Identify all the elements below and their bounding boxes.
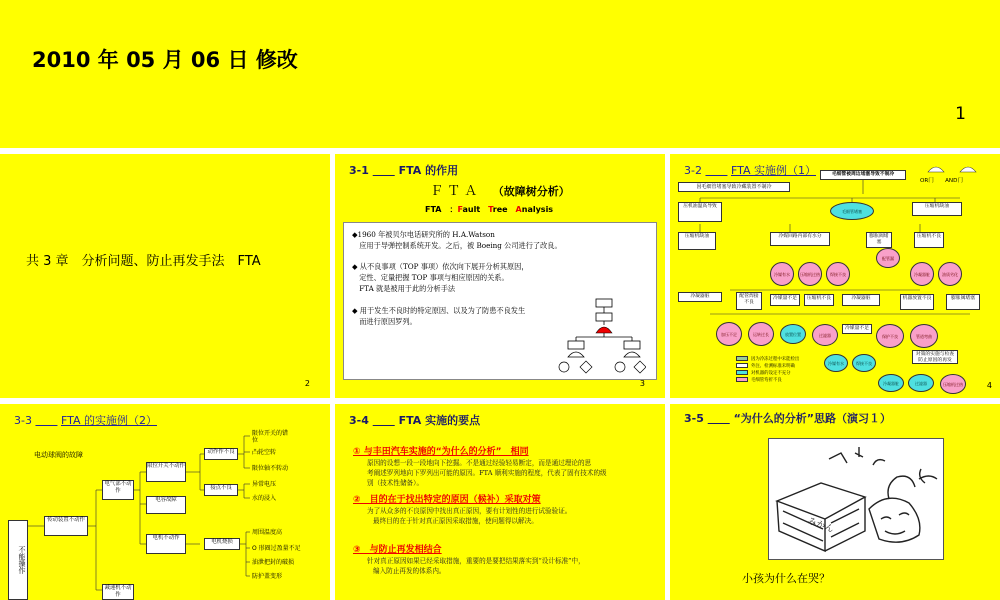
cause-box: 膨胀阀堵塞 <box>946 294 980 310</box>
page-number: 2 <box>304 379 310 388</box>
cause-box: 压缩机缺油 <box>912 202 962 216</box>
heading-title: FTA 的作用 <box>398 164 459 177</box>
cover-slide <box>0 0 1000 148</box>
cause-box: 冷媒量不足 <box>842 324 872 334</box>
and-gate-label: AND门 <box>945 178 964 184</box>
cause-box: 冷媒回路内部有水分 <box>770 232 830 246</box>
slide-heading: 3-4 FTA 实施的要点 <box>349 414 481 427</box>
question-caption: 小孩为什么在哭？ <box>742 572 830 585</box>
fault-box: 电容故障 <box>146 496 186 514</box>
fault-tree-diagram <box>556 295 646 377</box>
cause-oval: 压缩机过热 <box>940 374 966 394</box>
cause-oval: 过滤器 <box>812 324 838 346</box>
cause-oval: 冷媒有水 <box>770 262 794 286</box>
slide-heading: 3-3 FTA 的实施例（2） <box>14 414 157 427</box>
fault-box: 动作作不良 <box>204 448 238 460</box>
leaf-cause: 限位轴不转动 <box>252 465 289 472</box>
fault-box: 传动装置不动作 <box>44 516 88 536</box>
point-text: 为了从众多的不良原因中找出真正原因，要有计划性的进行试验验证。 <box>367 507 572 515</box>
cause-box: 配管焊接不良 <box>736 292 762 310</box>
legend: 因为冷冻过程中未能检出 外注、检测标准未明确 对机器的设定不充分 毛细管弯折不良 <box>736 356 799 384</box>
cause-oval: 放置位置 <box>780 324 806 344</box>
diagram-title: 电动球阀的故障 <box>34 451 83 459</box>
or-gate-label: OR门 <box>920 178 934 184</box>
slide-fta-example-1 <box>670 154 1000 398</box>
cause-oval: 压缩机过热 <box>798 262 822 286</box>
cause-oval: 油质劣化 <box>938 262 962 286</box>
cause-oval: 保护不良 <box>876 324 904 348</box>
slide-heading <box>349 162 458 178</box>
bullet-line: 而进行原因罗列。 <box>352 317 417 326</box>
fault-box: 接点不良 <box>204 484 238 496</box>
page-number: 3 <box>639 379 645 388</box>
leaf-cause: 周围温度高 <box>252 529 283 536</box>
note-box: 对策的实施与检查 防止原因的再发 <box>912 350 958 364</box>
cause-oval: 焊接不良 <box>826 262 850 286</box>
fault-box: 电气部不动作 <box>102 480 134 500</box>
heading-number: 3-1 <box>349 164 369 177</box>
cause-box: 压缩机缺油 <box>678 232 716 250</box>
leaf-cause: 水的浸入 <box>252 495 277 502</box>
box-label: みかん <box>805 516 835 536</box>
point-text: 考阐述罗列地向下罗列出可能的原因。FTA 顺利实施的程度，代表了固有技术的级 <box>367 469 607 477</box>
point-heading: ① 与丰田汽车实施的“为什么的分析” 相同 <box>353 447 529 457</box>
slide-heading: 3-2 FTA 实施例（1） <box>684 164 816 177</box>
cause-box: 压缩机不良 <box>914 232 944 248</box>
slide-heading: 3-5 “为什么的分析”思路（演习１） <box>684 412 892 425</box>
cause-box: 冷媒量不足 <box>770 294 800 306</box>
top-event-box: 不能操作 <box>8 520 28 600</box>
cause-box: 膨胀阀堵塞 <box>866 232 892 248</box>
cause-box: 机器放置不良 <box>900 294 934 310</box>
point-heading: ② 目的在于找出特定的原因（候补）采取对策 <box>353 495 541 505</box>
cause-oval: 配管漏 <box>876 248 900 268</box>
leaf-cause: 油泄把封的破损 <box>252 559 295 566</box>
cause-box: 压缩机不良 <box>804 294 834 306</box>
slide-fta-key-points <box>335 404 665 600</box>
point-text: 编入防止再发的体系内。 <box>373 567 446 575</box>
leaf-cause: 异常电压 <box>252 481 277 488</box>
cause-oval: 冷媒有水 <box>824 354 848 372</box>
fault-box: 电机不动作 <box>146 534 186 554</box>
bullet-line: FTA 就是被用于此的分析手法 <box>352 284 456 293</box>
cause-oval: 冷凝器脏 <box>878 374 904 392</box>
point-text: 原因的设想一段一段地向下挖掘。不是通过经验轻易断定，而是通过理论的思 <box>367 459 592 467</box>
fault-box: 限位开关不动作 <box>146 462 186 482</box>
cause-oval: 焊接不良 <box>852 354 876 372</box>
point-heading: ③ 与防止再发相结合 <box>353 545 442 555</box>
cause-box: 冷凝器脏 <box>678 292 722 302</box>
crying-child-illustration <box>768 438 944 560</box>
point-text: 针对真正原因如果已经采取措施，重要的是要把结果落实到“设计标准”中， <box>367 557 585 565</box>
bullet-line: ◆ 从不良事项（TOP 事项）依次向下展开分析其原因， <box>352 262 529 271</box>
subtitle-box: 因毛细管堵塞导致冷藏装置不制冷 <box>678 182 790 192</box>
slide-why-analysis <box>670 404 1000 600</box>
bullet-line: ◆ 用于发生不良时的特定原因、以及为了防患不良发生 <box>352 306 526 315</box>
bullet-line: 应用于导弹控制系统开发。之后，被 Boeing 公司进行了改良。 <box>352 241 562 250</box>
illustration-drawing <box>769 439 945 561</box>
cause-oval: 冷凝器脏 <box>910 262 934 286</box>
leaf-cause: 限位开关的错位 <box>252 430 289 444</box>
bullet-line: ◆1960 年被贝尔电话研究所的 H.A.Watson <box>352 230 495 239</box>
revision-date: 2010 年 05 月 06 日 修改 <box>32 48 298 72</box>
fault-box: 减速机不动作 <box>102 584 134 600</box>
top-event-box: 毛细管被周边堵塞导致不制冷 <box>820 170 906 180</box>
fta-description-box <box>343 222 657 380</box>
cause-box: 冷凝器脏 <box>842 294 880 306</box>
leaf-cause: 防护盖变形 <box>252 573 283 580</box>
point-text: 最终目的在于针对真正原因采取措施，使问题得以解决。 <box>373 517 538 525</box>
chapter-title: 共 3 章 分析问题、防止再发手法 FTA <box>26 254 261 269</box>
fta-fullname: FTA ：Fault Tree Analysis <box>425 205 554 214</box>
cause-oval: 运转过长 <box>748 322 774 346</box>
fta-title: ＦＴＡ （故障树分析） <box>430 184 570 199</box>
leaf-cause: O 形圈过盈量不足 <box>252 545 301 552</box>
fault-box: 电机烧损 <box>204 538 240 550</box>
slide-fta-role <box>335 154 665 398</box>
slide-fta-example-2 <box>0 404 330 600</box>
cause-box: 压机油温高导致 <box>678 202 722 222</box>
cause-oval: 毛细管堵塞 <box>830 202 874 220</box>
slide-chapter <box>0 154 330 398</box>
leaf-cause: 凸轮空转 <box>252 449 277 456</box>
cause-oval: 加压不足 <box>716 322 742 346</box>
point-text: 别（技术性储备）。 <box>367 479 424 487</box>
page-number: 4 <box>986 381 992 390</box>
page-number: 1 <box>955 104 966 124</box>
cause-oval: 过滤器 <box>908 374 934 392</box>
cause-oval: 管道弯曲 <box>910 324 938 348</box>
bullet-line: 定性、定量把握 TOP 事项与相应原因的关系。 <box>352 273 509 282</box>
